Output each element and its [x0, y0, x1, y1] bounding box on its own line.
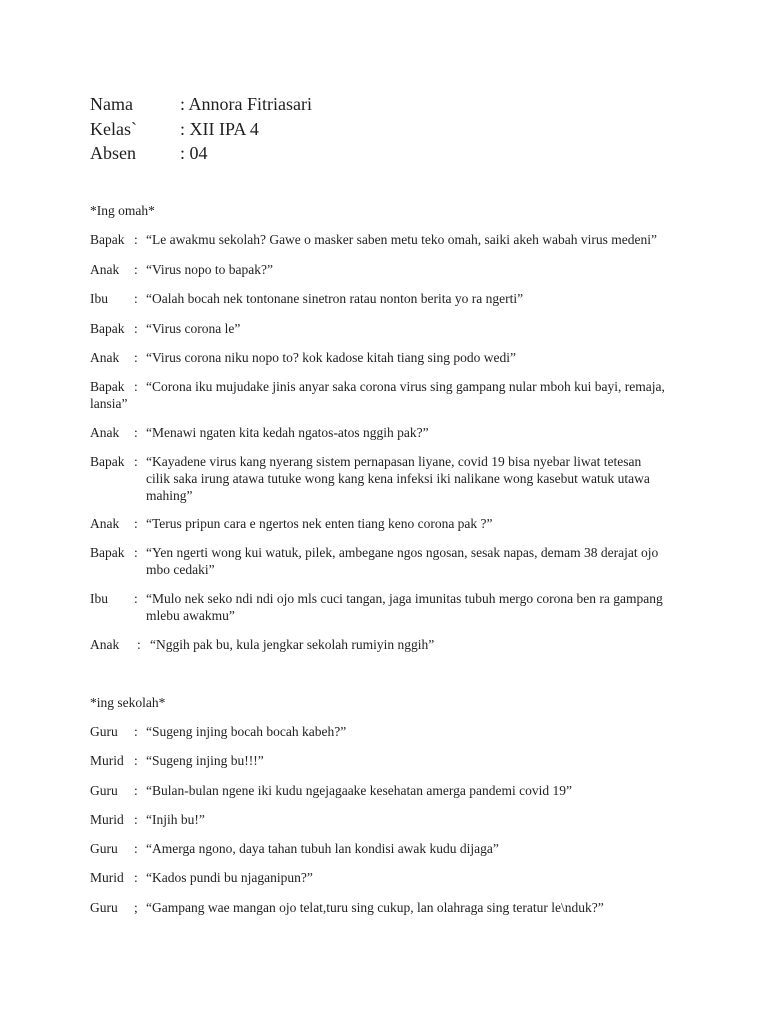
speaker-name: Ibu [90, 591, 108, 606]
speaker-name: Murid [90, 812, 124, 827]
speaker-separator: : [137, 637, 141, 652]
speaker-separator: : [134, 291, 138, 306]
dialogue-line [90, 320, 690, 337]
speaker-name: Murid [90, 753, 124, 768]
dialogue-line [90, 544, 690, 578]
speaker-separator: : [134, 232, 138, 247]
dialogue-line [90, 840, 690, 857]
dialogue-text: “Menawi ngaten kita kedah ngatos-atos nggih pak?” [146, 425, 429, 440]
nama-row [90, 92, 650, 117]
speaker-name: Bapak [90, 545, 125, 560]
speaker-separator: : [134, 262, 138, 277]
dialogue-line [90, 261, 690, 278]
kelas-label: Kelas` [90, 118, 137, 139]
speaker-separator: : [134, 753, 138, 768]
absen-value: : 04 [180, 143, 208, 163]
dialogue-text: “Injih bu!” [146, 812, 205, 827]
absen-label: Absen [90, 143, 136, 163]
dialogue-text: “Corona iku mujudake jinis anyar saka corona virus sing gampang nular mboh kui bayi, remaja, [146, 379, 665, 394]
speaker-separator: : [134, 454, 138, 469]
dialogue-line [90, 636, 690, 653]
dialogue-text: “Yen ngerti wong kui watuk, pilek, ambegane ngos ngosan, sesak napas, demam 38 derajat ojo mbo cedaki” [146, 545, 659, 577]
dialogue-text: “Kayadene virus kang nyerang sistem pernapasan liyane, covid 19 bisa nyebar liwat tetesan cilik saka irung atawa tutuke wong kang kena infeksi iki nalikane wong kasebut watuk utawa mahing” [146, 454, 650, 503]
dialogue-text: “Amerga ngono, daya tahan tubuh lan kondisi awak kudu dijaga” [146, 841, 499, 856]
speaker-separator: : [134, 350, 138, 365]
dialogue-line [90, 453, 690, 504]
speaker-name: Guru [90, 841, 118, 856]
dialogue-text: “Gampang wae mangan ojo telat,turu sing cukup, lan olahraga sing teratur le\nduk?” [146, 900, 604, 915]
dialogue-line [90, 782, 690, 799]
speaker-name: Bapak [90, 454, 125, 469]
nama-label: Nama [90, 94, 133, 114]
speaker-separator: : [134, 783, 138, 798]
speaker-name: Anak [90, 262, 120, 277]
speaker-name: Anak [90, 637, 120, 652]
dialogue-text: “Bulan-bulan ngene iki kudu ngejagaake kesehatan amerga pandemi covid 19” [146, 783, 572, 798]
dialogue-text: “Le awakmu sekolah? Gawe o masker saben metu teko omah, saiki akeh wabah virus medeni” [146, 232, 657, 247]
dialogue-line [90, 378, 690, 412]
dialogue-line [90, 811, 690, 828]
dialogue-text: “Virus nopo to bapak?” [146, 262, 274, 277]
speaker-name: Anak [90, 425, 120, 440]
speaker-name: Anak [90, 516, 120, 531]
speaker-separator: : [134, 379, 138, 394]
speaker-separator: : [134, 516, 138, 531]
dialogue-text: “Oalah bocah nek tontonane sinetron ratau nonton berita yo ra ngerti” [146, 291, 524, 306]
dialogue-text: “Mulo nek seko ndi ndi ojo mls cuci tangan, jaga imunitas tubuh mergo corona ben ra gampang mlebu awakmu” [146, 591, 663, 623]
dialogue-line [90, 349, 690, 366]
speaker-name: Guru [90, 783, 118, 798]
speaker-separator: : [134, 321, 138, 336]
speaker-separator: : [134, 841, 138, 856]
dialogue-text: “Nggih pak bu, kula jengkar sekolah rumiyin nggih” [150, 637, 435, 652]
speaker-separator: : [134, 425, 138, 440]
dialogue-line [90, 899, 690, 916]
speaker-separator: : [134, 591, 138, 606]
kelas-value: : XII IPA 4 [180, 118, 259, 139]
dialogue-line [90, 515, 690, 532]
dialogue-text: “Sugeng injing bu!!!” [146, 753, 264, 768]
dialogue-text: “Virus corona niku nopo to? kok kadose kitah tiang sing podo wedi” [146, 350, 516, 365]
dialogue-text: “Kados pundi bu njaganipun?” [146, 870, 313, 885]
speaker-name: Ibu [90, 291, 108, 306]
dialogue-line [90, 723, 690, 740]
speaker-name: Bapak [90, 232, 125, 247]
speaker-separator: : [134, 545, 138, 560]
dialogue-line [90, 290, 690, 307]
dialogue-text: “Virus corona le” [146, 321, 241, 336]
kelas-row [90, 117, 650, 142]
dialogue-line [90, 869, 690, 886]
speaker-separator: : [134, 812, 138, 827]
speaker-name: Bapak [90, 379, 125, 394]
dialogue-line [90, 590, 690, 624]
dialogue-text: “Sugeng injing bocah bocah kabeh?” [146, 724, 347, 739]
student-info-block [90, 92, 650, 166]
absen-row [90, 141, 650, 166]
nama-value: : Annora Fitriasari [180, 94, 312, 114]
speaker-name: Bapak [90, 321, 125, 336]
scene-title-ing-sekolah: *ing sekolah* [90, 695, 166, 710]
speaker-name: Murid [90, 870, 124, 885]
speaker-separator: : [134, 870, 138, 885]
dialogue-text-continuation: lansia” [90, 396, 128, 411]
speaker-name: Guru [90, 724, 118, 739]
dialogue-text: “Terus pripun cara e ngertos nek enten tiang keno corona pak ?” [146, 516, 493, 531]
speaker-name: Anak [90, 350, 120, 365]
dialogue-line [90, 752, 690, 769]
speaker-separator: : [134, 724, 138, 739]
scene-title-ing-omah: *Ing omah* [90, 203, 155, 218]
speaker-separator: ; [134, 900, 138, 915]
dialogue-line [90, 231, 690, 248]
speaker-name: Guru [90, 900, 118, 915]
dialogue-line [90, 424, 690, 441]
